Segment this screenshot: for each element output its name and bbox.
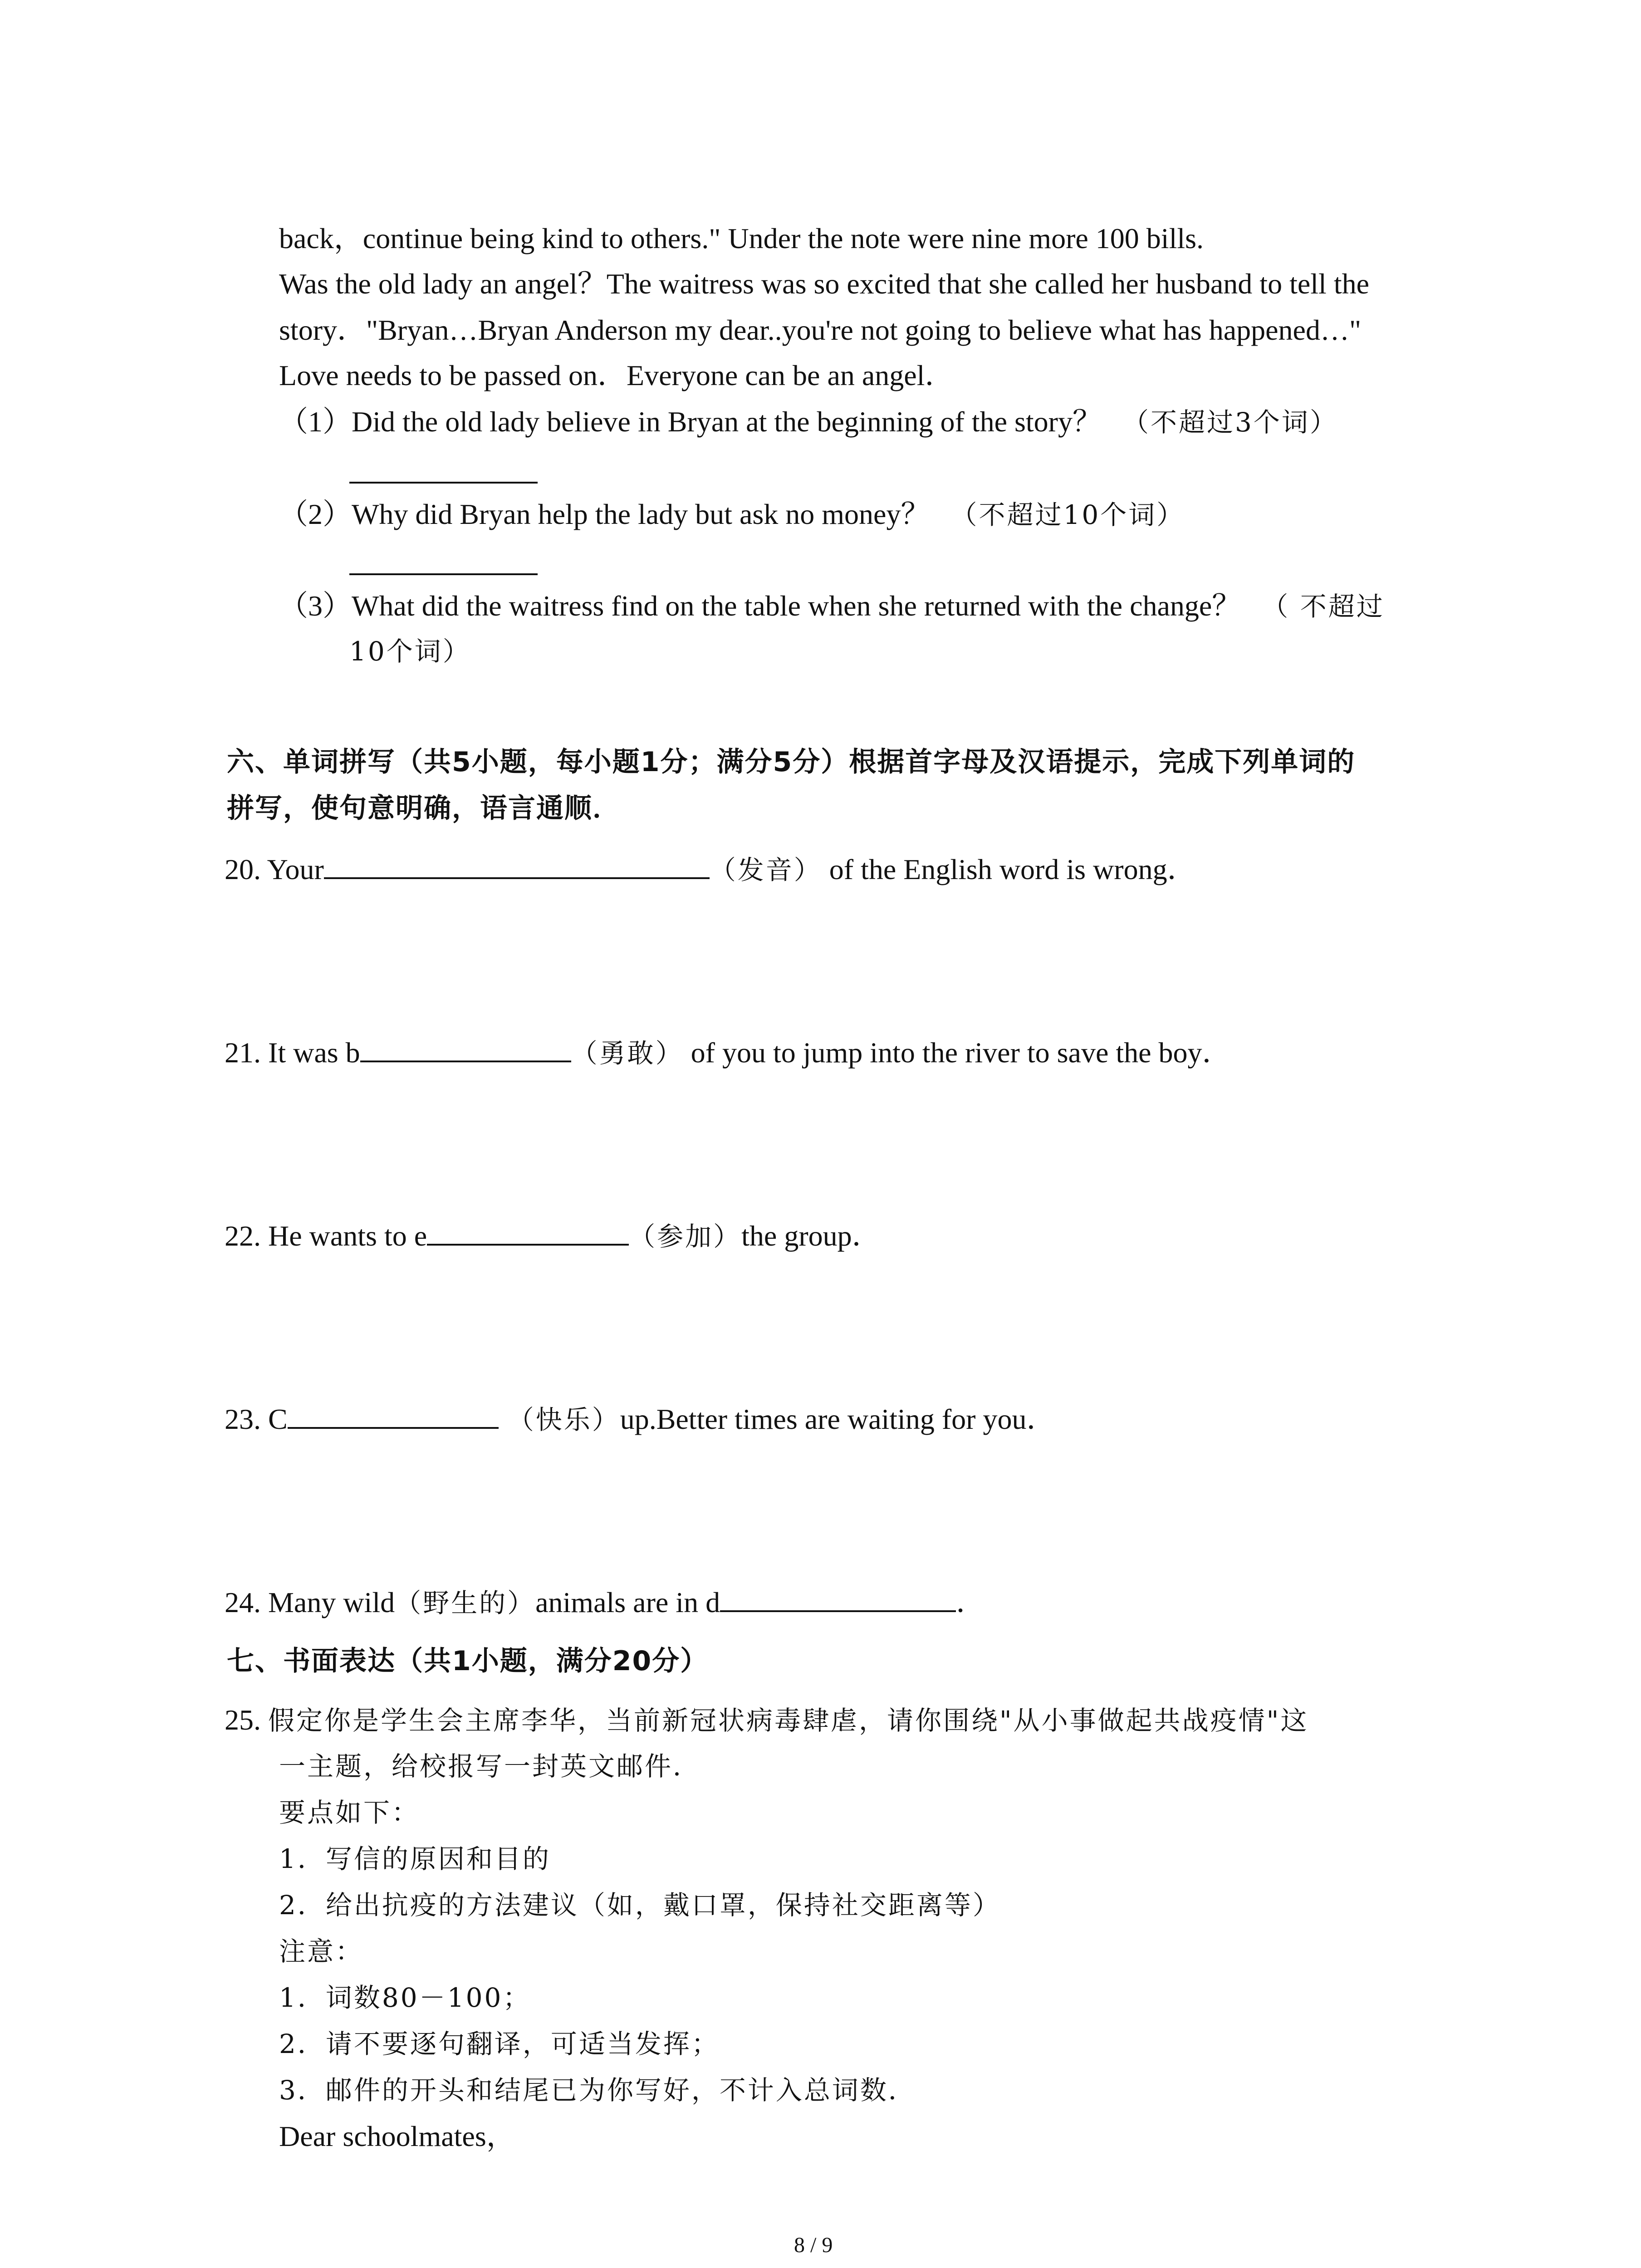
spelling-item-21 <box>225 1032 1231 1071</box>
answer-line-1[interactable] <box>349 454 538 492</box>
point-1: 1．写信的原因和目的 <box>279 1843 551 1874</box>
section-6-heading-2: 拼写，使句意明确，语言通顺． <box>227 792 621 824</box>
item-middle: animals are in d <box>535 1586 720 1618</box>
spelling-blank[interactable] <box>720 1582 956 1612</box>
spelling-item-20 <box>225 849 1196 888</box>
item-number: 25. <box>225 1704 261 1736</box>
item-suffix: up.Better times are waiting for you． <box>620 1403 1056 1435</box>
item-number: 21. <box>225 1036 261 1069</box>
point-2: 2．给出抗疫的方法建议（如，戴口罩，保持社交距离等） <box>279 1890 1001 1921</box>
passage-line-4: Love needs to be passed on．Everyone can be an angel． <box>279 359 954 391</box>
spelling-item-23 <box>225 1399 1055 1438</box>
prompt-text: 假定你是学生会主席李华，当前新冠状病毒肆虐，请你围绕"从小事做起共战疫情"这 <box>268 1705 1309 1736</box>
spelling-blank[interactable] <box>360 1032 571 1062</box>
item-suffix: of you to jump into the river to save the boy． <box>683 1036 1231 1069</box>
chinese-hint: （勇敢） <box>571 1038 684 1069</box>
note-3: 3．邮件的开头和结尾已为你写好，不计入总词数． <box>279 2075 916 2106</box>
question-text: Why did Bryan help the lady but ask no money？ <box>352 498 930 530</box>
page-number: 8 / 9 <box>794 2233 833 2257</box>
question-number: （2） <box>279 498 352 530</box>
item-suffix: the group． <box>741 1220 881 1252</box>
item-prefix: Many wild <box>268 1586 395 1618</box>
passage-line-2: Was the old lady an angel？The waitress was so excited that she called her husband to tell the <box>279 268 1369 300</box>
word-limit: （ 不超过 <box>1262 591 1385 622</box>
word-limit-cont: 10个词） <box>349 636 471 667</box>
question-2 <box>279 496 1185 533</box>
word-limit: （不超过3个词） <box>1122 407 1338 438</box>
question-number: （1） <box>279 406 352 438</box>
chinese-hint: （野生的） <box>395 1588 536 1618</box>
question-number: （3） <box>279 590 352 622</box>
spelling-blank[interactable] <box>288 1399 499 1429</box>
item-number: 24. <box>225 1586 261 1618</box>
writing-prompt-line-1 <box>225 1702 1308 1739</box>
question-text: What did the waitress find on the table when she returned with the change？ <box>352 590 1241 622</box>
item-prefix: He wants to e <box>268 1220 427 1252</box>
chinese-hint: （快乐） <box>507 1404 620 1435</box>
points-label: 要点如下： <box>279 1797 420 1828</box>
question-3 <box>279 588 1385 625</box>
question-1 <box>279 404 1338 440</box>
note-1: 1．词数80－100； <box>279 1982 531 2013</box>
item-prefix: Your <box>267 853 324 885</box>
item-number: 23. <box>225 1403 261 1435</box>
note-2: 2．请不要逐句翻译，可适当发挥； <box>279 2028 720 2059</box>
question-text: Did the old lady believe in Bryan at the beginning of the story？ <box>352 406 1102 438</box>
salutation: Dear schoolmates， <box>279 2120 515 2152</box>
spelling-blank[interactable] <box>324 849 710 879</box>
chinese-hint: （发音） <box>709 855 822 885</box>
section-6-heading-1: 六、单词拼写（共5小题，每小题1分；满分5分）根据首字母及汉语提示，完成下列单词的 <box>227 746 1356 778</box>
spelling-item-24 <box>225 1582 985 1621</box>
word-limit: （不超过10个词） <box>950 499 1185 530</box>
item-prefix: C <box>268 1403 288 1435</box>
item-number: 20. <box>225 853 261 885</box>
notes-label: 注意： <box>279 1936 364 1967</box>
writing-prompt-line-2: 一主题，给校报写一封英文邮件． <box>279 1751 701 1782</box>
passage-line-1: back，continue being kind to others." Under the note were nine more 100 bills. <box>279 222 1204 254</box>
passage-line-3: story．"Bryan…Bryan Anderson my dear..you're not going to believe what has happened…" <box>279 314 1362 346</box>
spelling-item-22 <box>225 1216 881 1255</box>
item-suffix: ． <box>956 1586 985 1618</box>
chinese-hint: （参加） <box>629 1221 742 1252</box>
item-number: 22. <box>225 1220 261 1252</box>
section-7-heading: 七、书面表达（共1小题，满分20分） <box>227 1645 709 1677</box>
answer-line-2[interactable] <box>349 545 538 584</box>
item-suffix: of the English word is wrong． <box>822 853 1196 885</box>
spelling-blank[interactable] <box>427 1216 629 1246</box>
item-prefix: It was b <box>268 1036 360 1069</box>
